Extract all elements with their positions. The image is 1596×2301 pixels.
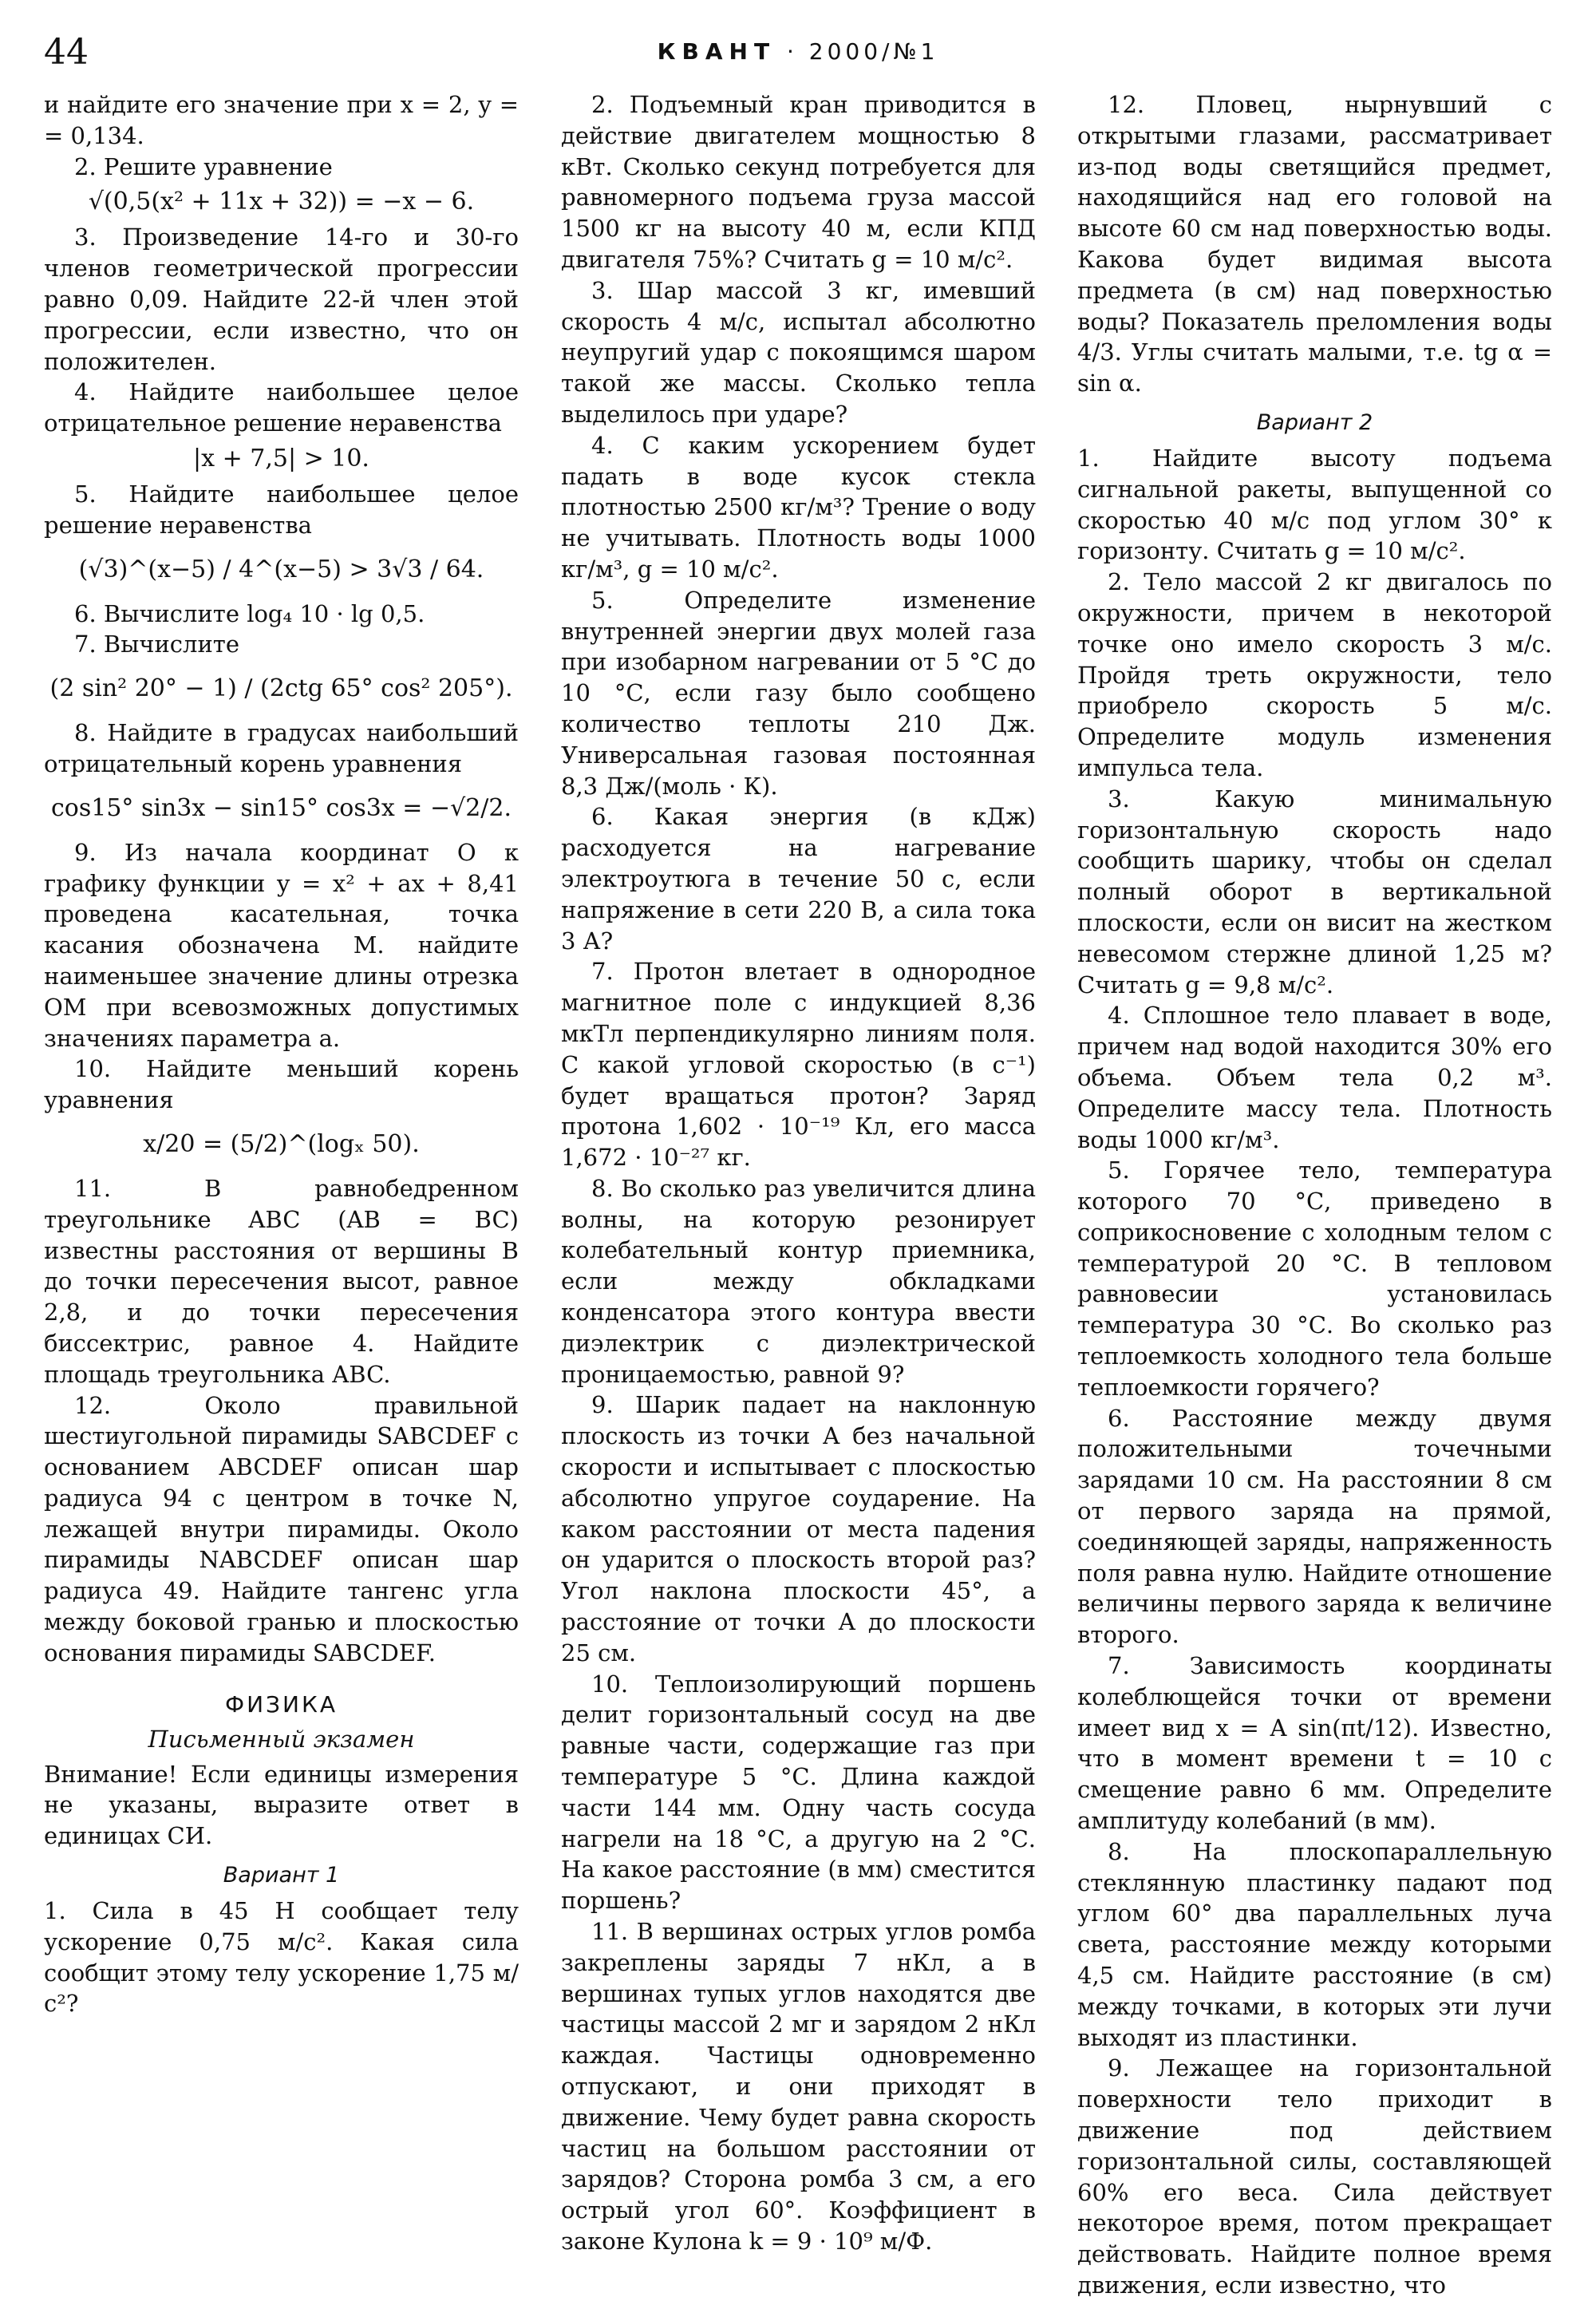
units-note: Внимание! Если единицы измерения не указаны, выразите ответ в единицах СИ.	[44, 1760, 519, 1850]
physics-v2-problem-3: 3. Какую минимальную горизонтальную скорость надо сообщить шарику, чтобы он сделал полный оборот в вертикальной плоскости, если он висит на жестком невесомом стержне длиной 1,25 м? Считать g = 9,8 м/с².	[1077, 785, 1552, 998]
physics-v1-problem-4: 4. С каким ускорением будет падать в воде кусок стекла плотностью 2500 кг/м³? Трение о воду не учитывать. Плотность воды 1000 кг/м³, g = 10 м/с².	[561, 431, 1036, 583]
problem-4: 4. Найдите наибольшее целое отрицательное решение неравенства	[44, 378, 519, 437]
page-header	[44, 32, 1552, 80]
section-title: ФИЗИКА	[225, 1690, 338, 1718]
physics-v2-problem-5: 5. Горячее тело, температура которого 70 °С, приведено в соприкосновение с холодным телом с температурой 20 °С. В тепловом равновесии установилась температура 30 °С. Во сколько раз теплоемкость холодного тела больше теплоемкости горячего?	[1077, 1156, 1552, 1401]
formula-2: √(0,5(x² + 11x + 32)) = −x − 6.	[88, 188, 475, 216]
physics-v1-problem-7: 7. Протон влетает в однородное магнитное поле с индукцией 8,36 мкТл перпендикулярно линиям поля. С какой угловой скоростью (в с⁻¹) будет вращаться протон? Заряд протона 1,602 · 10⁻¹⁹ Кл, его масса 1,672 · 10⁻²⁷ кг.	[561, 958, 1036, 1172]
physics-v1-problem-6: 6. Какая энергия (в кДж) расходуется на нагревание электроутюга в течение 50 с, если напряжение в сети 220 В, а сила тока 3 А?	[561, 803, 1036, 955]
column-3	[1077, 89, 1552, 2299]
problem-2: 2. Решите уравнение	[74, 152, 333, 180]
formula-10: x/20 = (5/2)^(logₓ 50).	[143, 1129, 420, 1158]
subsection-title: Письменный экзамен	[148, 1725, 415, 1753]
problem-12: 12. Около правильной шестиугольной пирамиды SABCDEF с основанием ABCDEF описан шар радиуса 94 с центром в точке N, лежащей внутри пирамиды. Около пирамиды NABCDEF описан шар радиуса 49. Найдите тангенс угла между боковой гранью и плоскостью основания пирамиды SABCDEF.	[44, 1391, 519, 1666]
variant-1-title: Вариант 1	[223, 1863, 340, 1888]
problem-3: 3. Произведение 14-го и 30-го членов геометрической прогрессии равно 0,09. Найдите 22-й член этой прогрессии, если известно, что он положителен.	[44, 223, 519, 375]
problem-1-tail: и найдите его значение при x = 2, y = = 0,134.	[44, 91, 519, 149]
problem-6: 6. Вычислите log₄ 10 · lg 0,5.	[74, 599, 425, 627]
formula-8: cos15° sin3x − sin15° cos3x = −√2/2.	[50, 793, 512, 822]
physics-v1-problem-11: 11. В вершинах острых углов ромба закреплены заряды 7 нКл, а в вершинах тупых углов находятся две частицы массой 2 мг и зарядом 2 нКл каждая. Частицы одновременно отпускают, и они приходят в движение. Чему будет равна скорость частиц на большом расстоянии от зарядов? Сторона ромба 3 см, а его острый угол 60°. Коэффициент в законе Кулона k = 9 · 10⁹ м/Ф.	[561, 1918, 1036, 2255]
column-2	[561, 89, 1037, 2255]
physics-v2-problem-7: 7. Зависимость координаты колеблющейся точки от времени имеет вид x = A sin(πt/12). Известно, что в момент времени t = 10 с смещение равно 6 мм. Определите амплитуду колебаний (в мм).	[1077, 1652, 1552, 1835]
problem-7: 7. Вычислите	[74, 631, 239, 658]
physics-v2-problem-1: 1. Найдите высоту подъема сигнальной ракеты, выпущенной со скоростью 40 м/с под углом 30° к горизонту. Считать g = 10 м/с².	[1077, 444, 1552, 565]
page-number: 44	[44, 32, 89, 73]
formula-7: (2 sin² 20° − 1) / (2ctg 65° cos² 205°).	[49, 674, 513, 703]
physics-v1-problem-9: 9. Шарик падает на наклонную плоскость из точки A без начальной скорости и испытывает с плоскостью абсолютно упругое соударение. На каком расстоянии от места падения он ударится о плоскость второй раз? Угол наклона плоскости 45°, а расстояние от точки A до плоскости 25 см.	[561, 1391, 1036, 1666]
problem-9: 9. Из начала координат O к графику функции y = x² + ax + 8,41 проведена касательная, точка касания обозначена M. найдите наименьшее значение длины отрезка OM при всевозможных допустимых значениях параметра a.	[44, 838, 519, 1052]
formula-4: |x + 7,5| > 10.	[193, 444, 369, 472]
column-1	[44, 89, 519, 2117]
physics-v1-problem-5: 5. Определите изменение внутренней энергии двух молей газа при изобарном нагревании от 5 °С до 10 °С, если газу было сообщено количество теплоты 210 Дж. Универсальная газовая постоянная 8,3 Дж/(моль · К).	[561, 586, 1036, 800]
physics-v1-problem-2: 2. Подъемный кран приводится в действие двигателем мощностью 8 кВт. Сколько секунд потребуется для равномерного подъема груза массой 1500 кг на высоту 40 м, если КПД двигателя 75%? Считать g = 10 м/с².	[561, 91, 1036, 273]
problem-11: 11. В равнобедренном треугольнике ABC (AB = BC) известны расстояния от вершины B до точки пересечения высот, равное 2,8, и до точки пересечения биссектрис, равное 4. Найдите площадь треугольника ABC.	[44, 1174, 519, 1388]
problem-10: 10. Найдите меньший корень уравнения	[44, 1055, 519, 1114]
physics-v1-problem-12: 12. Пловец, нырнувший с открытыми глазами, рассматривает из-под воды светящийся предмет, находящийся над его головой на высоте 60 см над поверхностью воды. Какова будет видимая высота предмета (в см) над поверхностью воды? Показатель преломления воды 4/3. Углы считать малыми, т.е. tg α = sin α.	[1077, 91, 1552, 397]
journal-issue: · 2000/№1	[786, 38, 939, 65]
physics-v1-problem-8: 8. Во сколько раз увеличится длина волны, на которую резонирует колебательный контур приемника, если между обкладками конденсатора этого контура ввести диэлектрик с диэлектрической проницаемостью, равной 9?	[561, 1174, 1036, 1388]
physics-v1-problem-10: 10. Теплоизолирующий поршень делит горизонтальный сосуд на две равные части, содержащие газ при температуре 5 °С. Длина каждой части 144 мм. Одну часть сосуда нагрели на 18 °С, а другую на 2 °С. На какое расстояние (в мм) сместится поршень?	[561, 1670, 1037, 1915]
physics-v2-problem-6: 6. Расстояние между двумя положительными точечными зарядами 10 см. На расстоянии 8 см от первого заряда на прямой, соединяющей заряды, напряженность поля равна нулю. Найдите отношение величины первого заряда к величине второго.	[1077, 1404, 1552, 1649]
physics-v1-problem-3: 3. Шар массой 3 кг, имевший скорость 4 м/с, испытал абсолютно неупругий удар с покоящимся шаром такой же массы. Сколько тепла выделилось при ударе?	[561, 276, 1036, 428]
text-columns	[44, 89, 1552, 2299]
physics-v2-problem-2: 2. Тело массой 2 кг двигалось по окружности, причем в некоторой точке оно имело скорость 3 м/с. Пройдя треть окружности, тело приобрело скорость 5 м/с. Определите модуль изменения импульса тела.	[1077, 568, 1552, 781]
formula-5: (√3)^(x−5) / 4^(x−5) > 3√3 / 64.	[78, 555, 484, 583]
problem-5: 5. Найдите наибольшее целое решение неравенства	[44, 480, 519, 539]
physics-v2-problem-4: 4. Сплошное тело плавает в воде, причем над водой находится 30% его объема. Объем тела 0,2 м³. Определите массу тела. Плотность воды 1000 кг/м³.	[1077, 1002, 1552, 1153]
physics-v2-problem-8: 8. На плоскопараллельную стеклянную пластинку падают под углом 60° два параллельных луча света, расстояние между которыми 4,5 см. Найдите расстояние (в см) между точками, в которых эти лучи выходят из пластинки.	[1077, 1837, 1552, 2051]
physics-v2-problem-9: 9. Лежащее на горизонтальной поверхности тело приходит в движение под действием горизонтальной силы, составляющей 60% его веса. Сила действует некоторое время, потом прекращает действовать. Найдите полное время движения, если известно, что	[1077, 2054, 1552, 2299]
problem-8: 8. Найдите в градусах наибольший отрицательный корень уравнения	[44, 719, 519, 777]
journal-name: КВАНТ	[657, 38, 776, 65]
running-title	[44, 38, 1552, 65]
physics-v1-problem-1: 1. Сила в 45 Н сообщает телу ускорение 0,75 м/с². Какая сила сообщит этому телу ускорение 1,75 м/с²?	[44, 1897, 519, 2018]
variant-2-title: Вариант 2	[1256, 409, 1373, 435]
